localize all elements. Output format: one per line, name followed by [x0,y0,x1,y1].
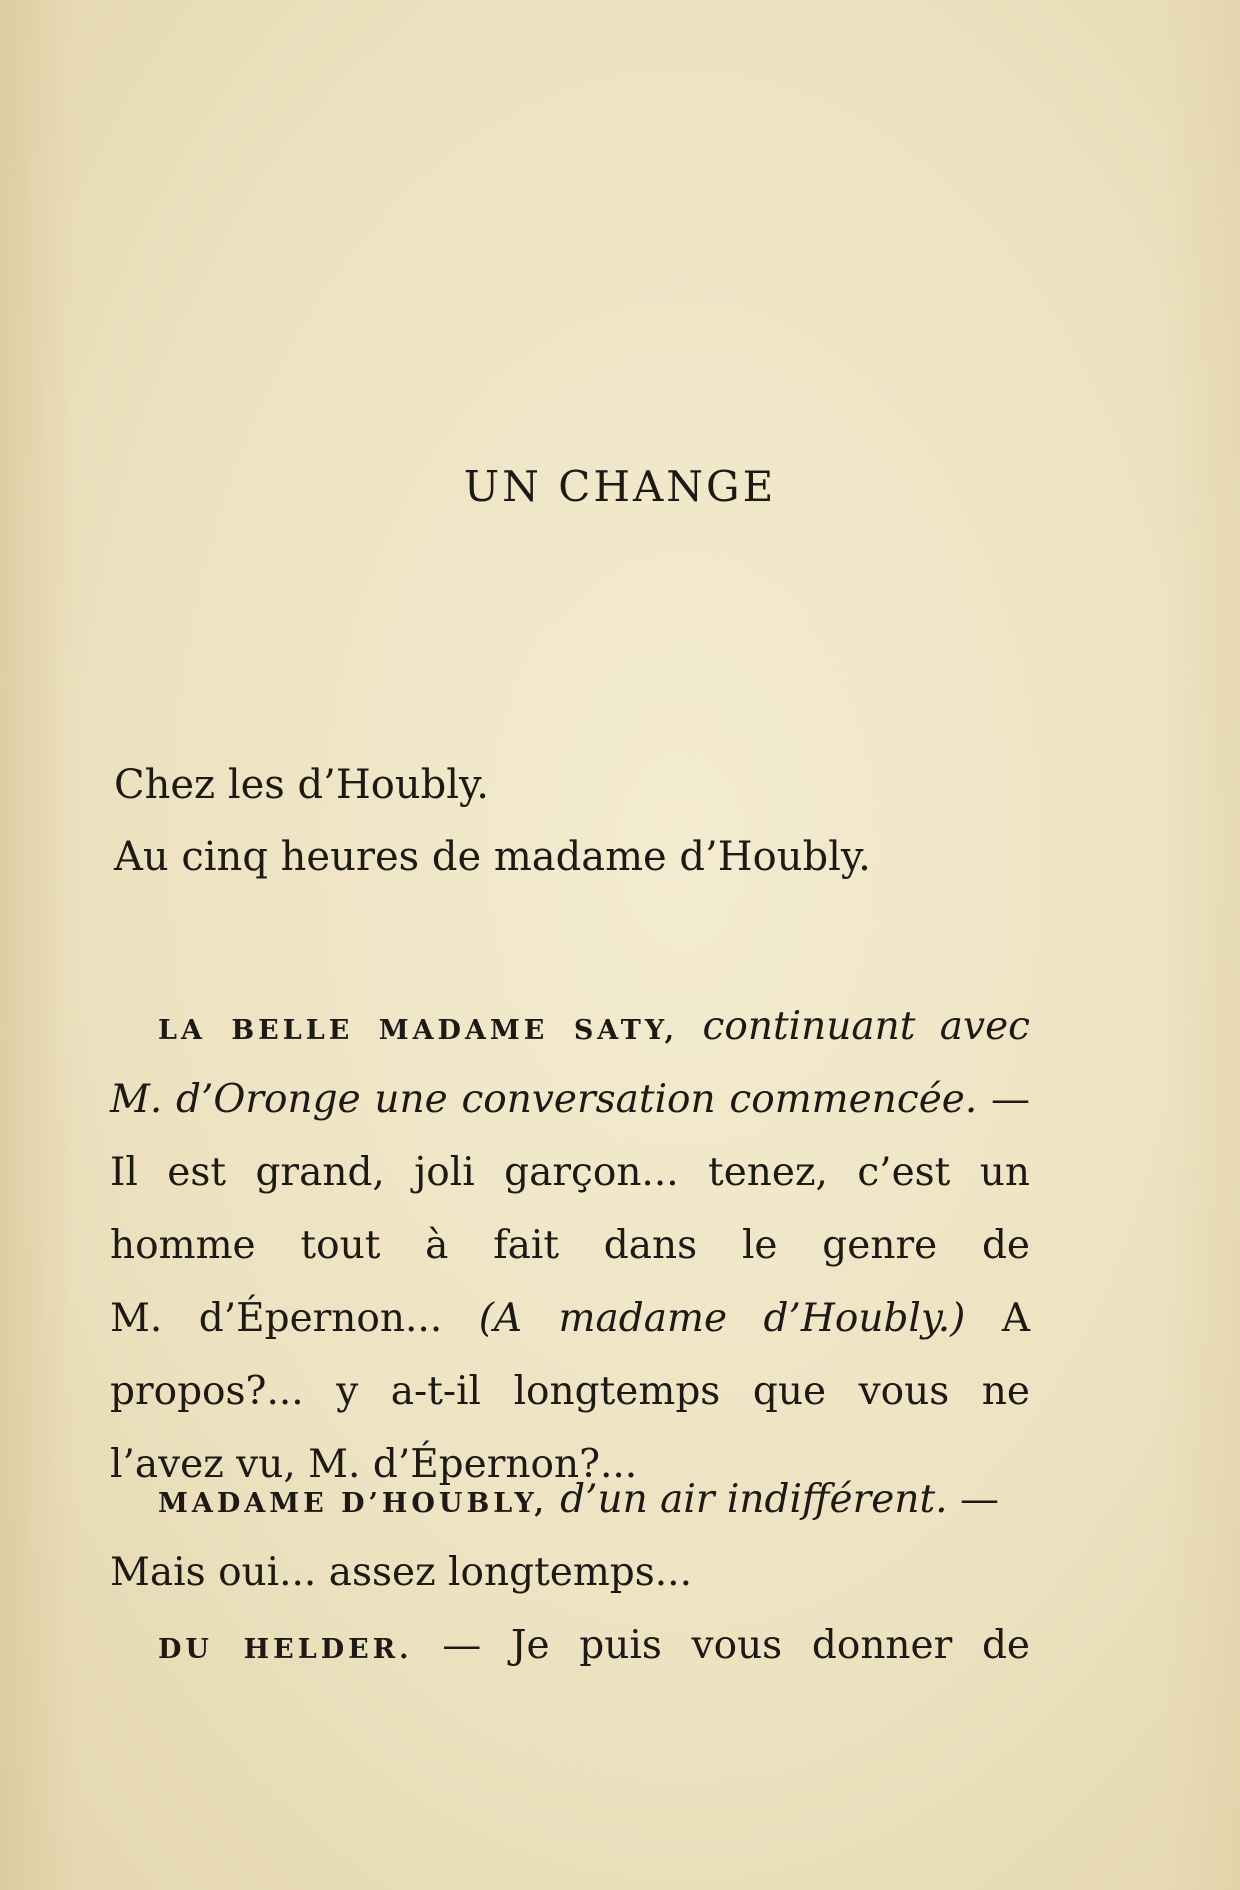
em-dash: — [959,1477,999,1522]
speaker-name-houbly: MADAME D’HOUBLY, [158,1488,548,1519]
text-line: l’avez vu, M. d’Épernon?... [110,1442,638,1487]
text-line [110,1463,1030,1536]
setting-line-1: Chez les d’Houbly. [114,762,489,808]
speaker-name-helder: DU HELDER. [158,1634,413,1665]
speaker-name-saty: LA BELLE MADAME SATY, [158,1015,679,1046]
chapter-title: UN CHANGE [463,462,777,511]
stage-direction: d’un air indifférent. [560,1477,948,1522]
text-line [110,1609,1030,1682]
dialogue-block-saty [110,990,1030,1501]
text-line [110,1282,1030,1355]
stage-direction: continuant avec [702,1004,1030,1049]
text-line: Mais oui... assez longtemps... [110,1550,692,1595]
stage-direction: M. d’Oronge une conversation commencée. [110,1077,978,1122]
em-dash: — [442,1623,482,1668]
dialogue-block-houbly [110,1463,1030,1609]
em-dash: — [991,1077,1030,1122]
text-span: A [1001,1296,1031,1341]
setting-line-2: Au cinq heures de madame d’Houbly. [114,834,871,880]
text-line: Il est grand, joli garçon... tenez, c’est un [110,1150,1030,1195]
text-line [110,1063,1030,1136]
text-span: Je puis vous donner de [510,1623,1030,1668]
text-line: propos?... y a-t-il longtemps que vous ne [110,1369,1030,1414]
text-line: homme tout à fait dans le genre de [110,1223,1030,1268]
text-line [110,990,1030,1063]
text-span: M. d’Épernon... [110,1296,443,1341]
stage-direction: (A madame d’Houbly.) [478,1296,966,1341]
dialogue-block-helder [110,1609,1030,1682]
